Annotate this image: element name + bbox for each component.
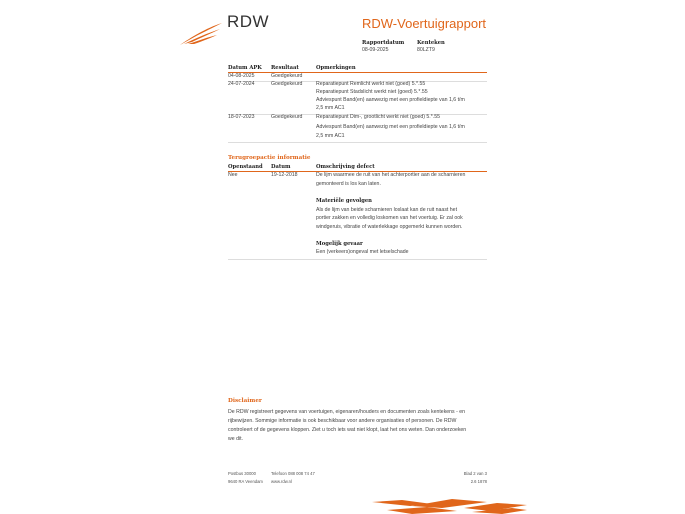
apk-col-date: Datum APK xyxy=(228,65,262,71)
footer-phone: Telefoon 088 008 74 47 xyxy=(271,471,315,476)
apk-col-remarks: Opmerkingen xyxy=(316,65,356,71)
apk-header-rule xyxy=(228,72,487,73)
disclaimer-line: De RDW registreert gegevens van voertuigen, eigenaren/houders en documenten zoals kentekens - en xyxy=(228,409,466,415)
apk-row-result: Goedgekeurd xyxy=(271,73,303,79)
apk-col-result: Resultaat xyxy=(271,65,299,71)
recall-open-value: Nee xyxy=(228,172,238,178)
apk-remark: Reparatiepunt Stadslicht werkt niet (goed) 5.*.55 xyxy=(316,89,428,95)
brand-name: RDW xyxy=(227,12,270,31)
apk-remark: Adviespunt Band(en) aanwezig met een profieldiepte van 1,6 t/m xyxy=(316,124,465,130)
plate-value: 80LZT9 xyxy=(417,47,435,53)
footer-postbus: Postbus 30000 xyxy=(228,471,256,476)
danger-text: Een (verkeers)ongeval met letselschade xyxy=(316,249,409,255)
report-date-label: Rapportdatum xyxy=(362,40,405,46)
disclaimer-title: Disclaimer xyxy=(228,398,262,404)
consequences-text: windgeruis, vibratie of waterlekkage opgemerkt kunnen worden. xyxy=(316,224,463,230)
danger-title: Mogelijk gevaar xyxy=(316,241,363,247)
recall-col-date: Datum xyxy=(271,164,291,170)
plate-label: Kenteken xyxy=(417,40,445,46)
consequences-text: Als de lijm van beide scharnieren loslaat kan de ruit naast het xyxy=(316,207,458,213)
apk-row-result: Goedgekeurd xyxy=(271,114,303,120)
apk-remark: Reparatiepunt Remlicht werkt niet (goed) 5.*.55 xyxy=(316,81,426,87)
footer-page-number: Blad 2 van 3 xyxy=(463,471,487,476)
apk-remark: Reparatiepunt Dim-, grootlicht werkt niet (goed) 5.*.55 xyxy=(316,114,440,120)
disclaimer-line: we dit. xyxy=(228,436,243,442)
consequences-text: portier zakken en volledig loskomen van het voertuig. Er zal ook xyxy=(316,215,463,221)
disclaimer-text xyxy=(228,408,486,444)
footer-version: 2.6 1878 xyxy=(470,479,487,484)
footer-web-link[interactable]: www.rdw.nl xyxy=(271,479,292,484)
recall-col-description: Omschrijving defect xyxy=(316,164,375,170)
apk-remark: Adviespunt Band(en) aanwezig met een profieldiepte van 1,6 t/m xyxy=(316,97,465,103)
footer-city: 9640 RA Veendam xyxy=(228,479,263,484)
rdw-logo-icon xyxy=(178,22,223,46)
recall-description: De lijm waarmee de ruit van het achterportier aan de scharnieren xyxy=(316,172,466,178)
report-date-value: 08-09-2025 xyxy=(362,47,389,53)
row-divider xyxy=(228,259,487,260)
disclaimer-line: controleert of de gegevens kloppen. Ziet u toch iets wat niet klopt, laat het ons weten. Dan onderzoeken xyxy=(228,427,467,433)
recall-description: gemonteerd is los kan laten. xyxy=(316,181,381,187)
apk-remark: 2,5 mm AC1 xyxy=(316,133,345,139)
disclaimer-line: rijbewijzen. Sommige informatie is ook beschikbaar voor andere organisaties of personen. De RDW xyxy=(228,418,457,424)
apk-row-date: 18-07-2023 xyxy=(228,114,255,120)
recall-col-open: Openstaand xyxy=(228,164,263,170)
consequences-title: Materiële gevolgen xyxy=(316,198,372,204)
page-title: RDW-Voertuigrapport xyxy=(362,16,487,31)
recall-section-title: Terugroepactie informatie xyxy=(228,155,311,161)
rdw-stripes-decoration-icon xyxy=(372,496,527,514)
apk-remark: 2,5 mm AC1 xyxy=(316,105,345,111)
apk-row-date: 24-07-2024 xyxy=(228,81,255,87)
apk-row-date: 04-08-2025 xyxy=(228,73,255,79)
recall-date-value: 19-12-2018 xyxy=(271,172,298,178)
row-divider xyxy=(228,142,487,143)
apk-row-result: Goedgekeurd xyxy=(271,81,303,87)
